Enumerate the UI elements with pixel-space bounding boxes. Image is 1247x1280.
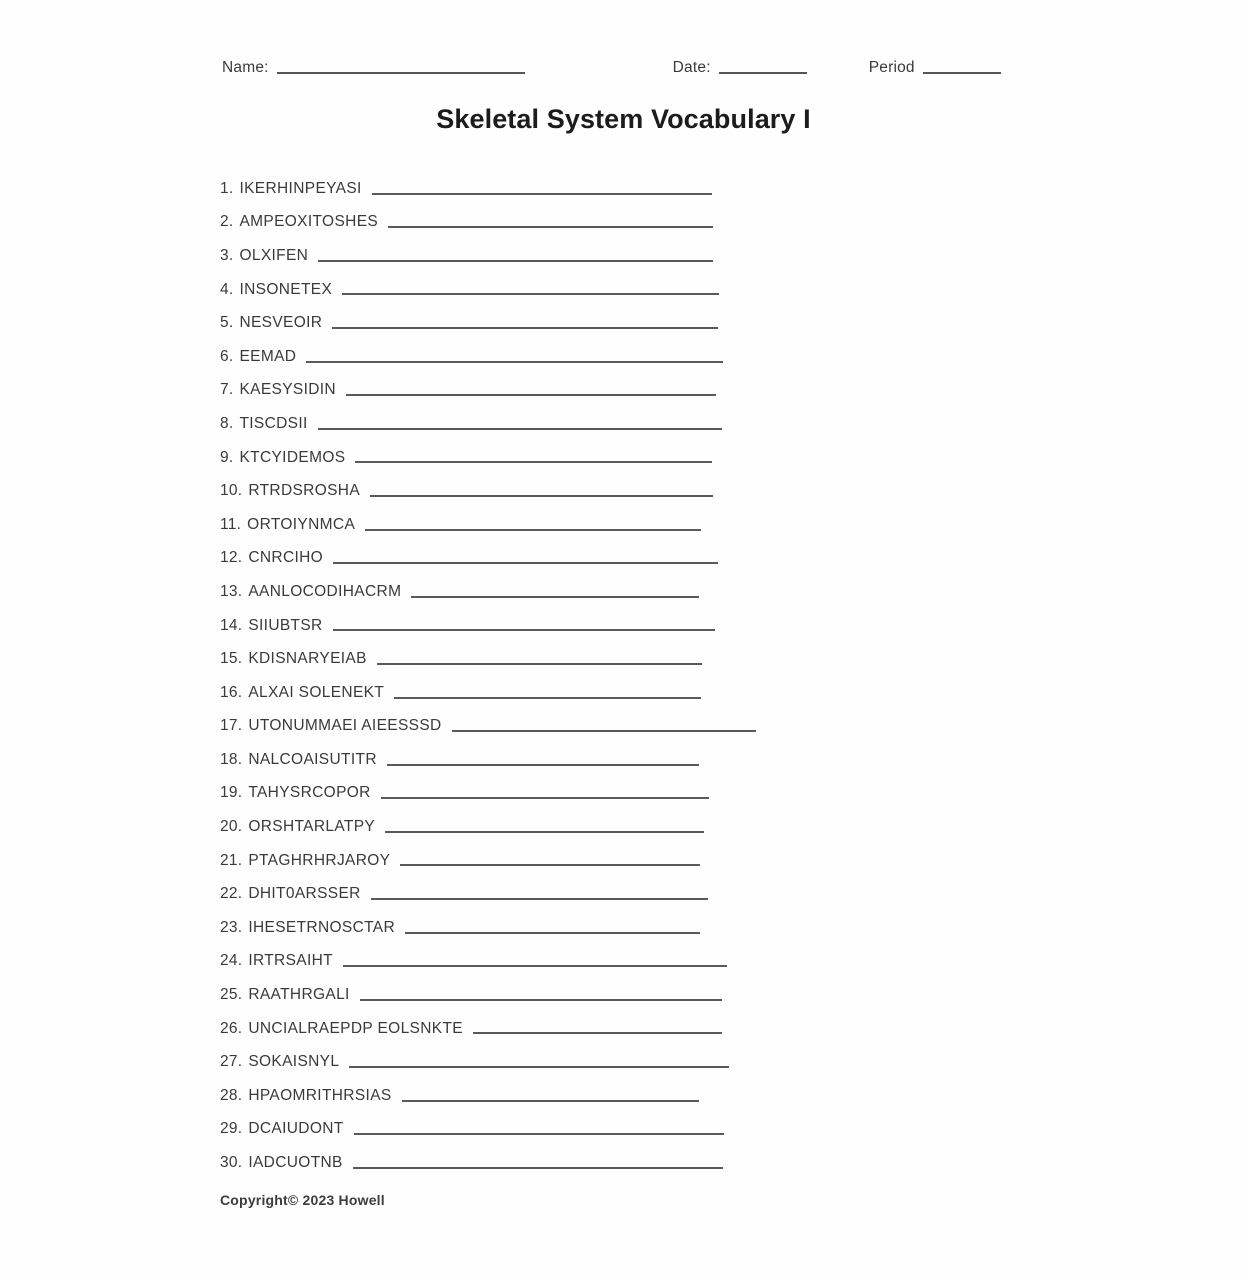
vocabulary-item-word: KDISNARYEIAB [248, 650, 367, 668]
vocabulary-item-number: 2. [220, 213, 234, 231]
vocabulary-item-word: IKERHINPEYASI [239, 179, 362, 197]
vocabulary-item-number: 18. [220, 750, 243, 768]
vocabulary-answer-line[interactable] [355, 461, 712, 463]
vocabulary-answer-line[interactable] [318, 260, 713, 262]
vocabulary-item [220, 231, 1060, 265]
vocabulary-item-number: 8. [220, 414, 234, 432]
page-title: Skeletal System Vocabulary I [436, 104, 811, 134]
vocabulary-item-word: KAESYSIDIN [239, 381, 336, 399]
vocabulary-answer-line[interactable] [343, 965, 727, 967]
vocabulary-item-word: AMPEOXITOSHES [239, 213, 379, 231]
vocabulary-item-number: 21. [220, 851, 243, 869]
vocabulary-item-number: 10. [220, 482, 243, 500]
vocabulary-answer-line[interactable] [353, 1167, 723, 1169]
vocabulary-item [220, 399, 1060, 433]
vocabulary-item-word: CNRCIHO [248, 549, 324, 567]
vocabulary-item-word: TISCDSII [239, 414, 308, 432]
vocabulary-item-word: UNCIALRAEPDP EOLSNKTE [248, 1019, 463, 1037]
vocabulary-item-word: ALXAI SOLENEKT [248, 683, 385, 701]
vocabulary-item [220, 1138, 1060, 1172]
vocabulary-item-word: IRTRSAIHT [248, 952, 333, 970]
vocabulary-item-word: NALCOAISUTITR [248, 750, 377, 768]
vocabulary-answer-line[interactable] [473, 1032, 722, 1034]
vocabulary-answer-line[interactable] [342, 293, 719, 295]
date-write-in-line[interactable] [719, 72, 807, 74]
vocabulary-item-word: ORTOIYNMCA [247, 515, 356, 533]
vocabulary-item-number: 23. [220, 918, 243, 936]
vocabulary-item [220, 702, 1060, 736]
vocabulary-answer-line[interactable] [346, 394, 716, 396]
vocabulary-answer-line[interactable] [411, 596, 699, 598]
period-label: Period [868, 58, 915, 76]
vocabulary-item [220, 937, 1060, 971]
vocabulary-item-number: 16. [220, 683, 243, 701]
vocabulary-answer-line[interactable] [306, 361, 723, 363]
vocabulary-item [220, 769, 1060, 803]
vocabulary-answer-line[interactable] [388, 226, 713, 228]
vocabulary-answer-line[interactable] [349, 1066, 729, 1068]
vocabulary-item-word: IHESETRNOSCTAR [248, 918, 396, 936]
vocabulary-item-number: 12. [220, 549, 243, 567]
vocabulary-item-number: 26. [220, 1019, 243, 1037]
vocabulary-item-number: 24. [220, 952, 243, 970]
vocabulary-item [220, 634, 1060, 668]
vocabulary-item-word: KTCYIDEMOS [239, 448, 346, 466]
name-label: Name: [222, 58, 269, 76]
vocabulary-item [220, 500, 1060, 534]
student-info-header [222, 48, 1042, 76]
vocabulary-answer-line[interactable] [372, 193, 712, 195]
vocabulary-item [220, 433, 1060, 467]
vocabulary-item [220, 1105, 1060, 1139]
vocabulary-item [220, 567, 1060, 601]
vocabulary-item-word: UTONUMMAEI AIEESSSD [248, 717, 442, 735]
vocabulary-answer-line[interactable] [318, 428, 722, 430]
vocabulary-answer-line[interactable] [400, 864, 700, 866]
vocabulary-answer-line[interactable] [452, 730, 756, 732]
vocabulary-item-number: 1. [220, 179, 234, 197]
vocabulary-item [220, 601, 1060, 635]
vocabulary-item-number: 29. [220, 1120, 243, 1138]
vocabulary-item-word: OLXIFEN [239, 246, 309, 264]
vocabulary-item-word: IADCUOTNB [248, 1154, 343, 1171]
name-field-group [222, 60, 525, 77]
vocabulary-answer-line[interactable] [387, 764, 699, 766]
vocabulary-item-number: 9. [220, 448, 234, 466]
vocabulary-answer-line[interactable] [332, 327, 718, 329]
vocabulary-item [220, 970, 1060, 1004]
vocabulary-item-word: EEMAD [239, 347, 297, 365]
vocabulary-item-word: DCAIUDONT [248, 1120, 344, 1138]
date-label: Date: [672, 58, 711, 76]
vocabulary-answer-line[interactable] [394, 697, 701, 699]
vocabulary-item [220, 903, 1060, 937]
vocabulary-item-word: PTAGHRHRJAROY [248, 851, 391, 869]
vocabulary-item-number: 28. [220, 1086, 243, 1104]
vocabulary-item [220, 265, 1060, 299]
vocabulary-item [220, 869, 1060, 903]
vocabulary-item-number: 3. [220, 246, 234, 264]
vocabulary-item-number: 6. [220, 347, 234, 365]
vocabulary-item-number: 11. [220, 515, 242, 533]
vocabulary-answer-line[interactable] [405, 932, 700, 934]
vocabulary-item-number: 7. [220, 381, 234, 399]
vocabulary-item-number: 5. [220, 314, 234, 332]
vocabulary-item-number: 20. [220, 818, 243, 836]
vocabulary-item [220, 735, 1060, 769]
vocabulary-item [220, 802, 1060, 836]
vocabulary-item [220, 198, 1060, 232]
vocabulary-answer-line[interactable] [402, 1100, 699, 1102]
vocabulary-item-word: RAATHRGALI [248, 986, 350, 1004]
vocabulary-item [220, 366, 1060, 400]
vocabulary-item-word: HPAOMRITHRSIAS [248, 1086, 392, 1104]
vocabulary-answer-line[interactable] [385, 831, 704, 833]
vocabulary-item-word: TAHYSRCOPOR [248, 784, 371, 802]
vocabulary-answer-line[interactable] [365, 529, 701, 531]
vocabulary-item-number: 17. [220, 717, 243, 735]
copyright-notice: Copyright© 2023 Howell [220, 1192, 385, 1208]
vocabulary-item-word: AANLOCODIHACRM [248, 582, 402, 600]
vocabulary-item [220, 836, 1060, 870]
vocabulary-item [220, 1004, 1060, 1038]
vocabulary-item [220, 164, 1060, 198]
vocabulary-item-word: ORSHTARLATPY [248, 818, 376, 836]
vocabulary-answer-line[interactable] [381, 797, 709, 799]
vocabulary-answer-line[interactable] [360, 999, 722, 1001]
vocabulary-item-number: 14. [220, 616, 243, 634]
vocabulary-answer-line[interactable] [354, 1133, 724, 1135]
period-write-in-line[interactable] [923, 72, 1001, 74]
vocabulary-item-number: 15. [220, 650, 243, 668]
vocabulary-item-number: 30. [220, 1154, 243, 1171]
vocabulary-item [220, 668, 1060, 702]
vocabulary-item-number: 4. [220, 280, 234, 298]
vocabulary-item-word: INSONETEX [239, 280, 333, 298]
date-field-group [673, 60, 807, 77]
vocabulary-list [220, 164, 1060, 1172]
vocabulary-item-word: SIIUBTSR [248, 616, 323, 634]
vocabulary-item [220, 1037, 1060, 1071]
vocabulary-item-word: RTRDSROSHA [248, 482, 361, 500]
vocabulary-item [220, 332, 1060, 366]
vocabulary-item-word: NESVEOIR [239, 314, 323, 332]
vocabulary-answer-line[interactable] [371, 898, 708, 900]
name-write-in-line[interactable] [277, 72, 525, 74]
vocabulary-item-word: SOKAISNYL [248, 1053, 340, 1071]
vocabulary-answer-line[interactable] [333, 562, 718, 564]
vocabulary-item [220, 298, 1060, 332]
vocabulary-item-word: DHIT0ARSSER [248, 885, 361, 903]
vocabulary-answer-line[interactable] [370, 495, 713, 497]
vocabulary-answer-line[interactable] [333, 629, 715, 631]
vocabulary-item-number: 27. [220, 1053, 243, 1071]
vocabulary-item-number: 25. [220, 986, 243, 1004]
vocabulary-item [220, 1071, 1060, 1105]
vocabulary-answer-line[interactable] [377, 663, 702, 665]
vocabulary-item-number: 19. [220, 784, 243, 802]
vocabulary-item-number: 13. [220, 582, 243, 600]
period-field-group [869, 60, 1001, 77]
vocabulary-item [220, 534, 1060, 568]
vocabulary-item-number: 22. [220, 885, 243, 903]
vocabulary-item [220, 466, 1060, 500]
